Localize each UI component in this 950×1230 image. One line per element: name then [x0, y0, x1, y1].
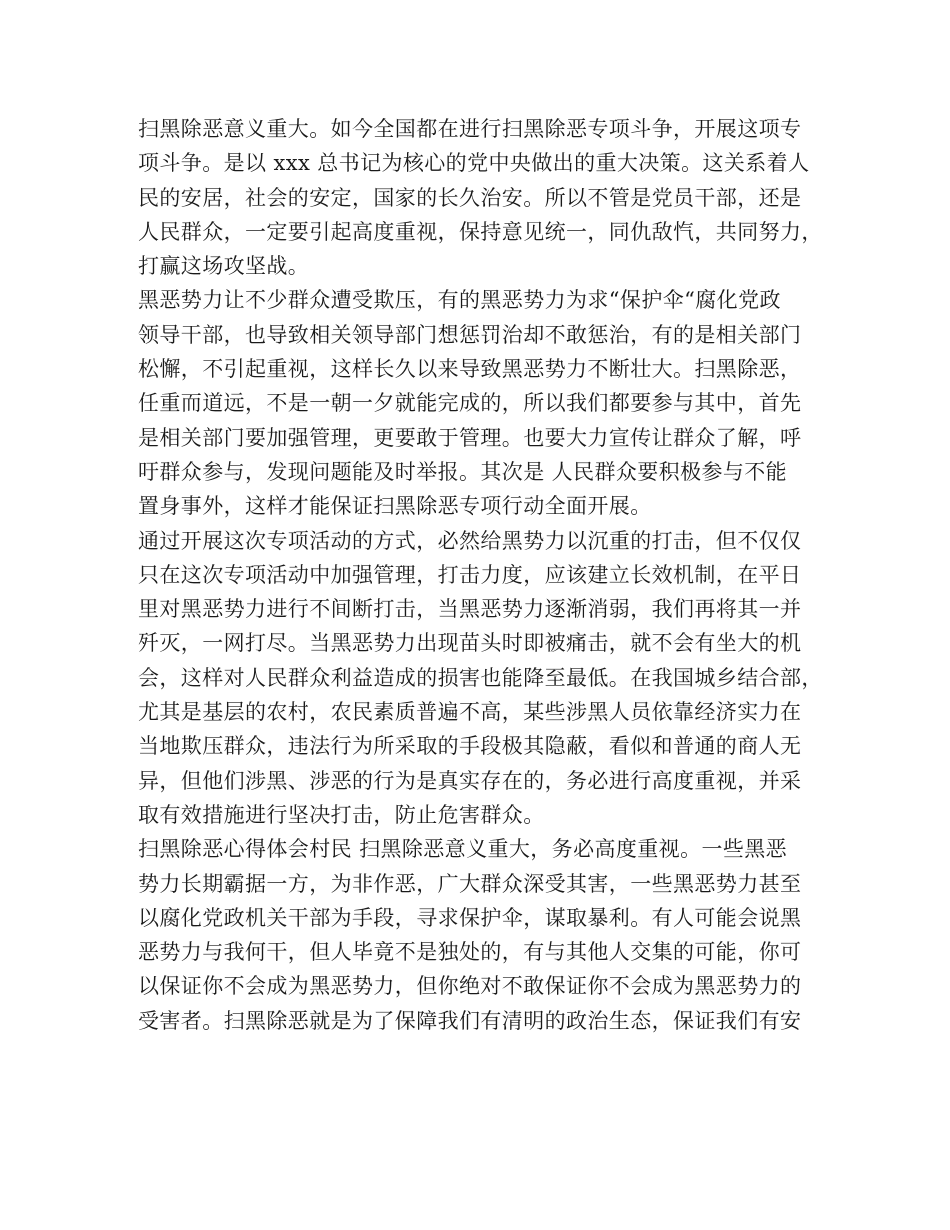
paragraph-3: [138, 524, 828, 833]
paragraph-2: [138, 283, 828, 523]
text-line: 松懈，不引起重视，这样长久以来导致黑恶势力不断壮大。扫黑除恶，: [138, 357, 802, 382]
text-line: 会，这样对人民群众利益造成的损害也能降至最低。在我国城乡结合部，: [138, 665, 823, 690]
text-line: 尤其是基层的农村，农民素质普遍不高，某些涉黑人员依靠经济实力在: [138, 700, 802, 725]
text-line: 异，但他们涉黑、涉恶的行为是真实存在的，务必进行高度重视，并采: [138, 768, 802, 793]
text-line: 只在这次专项活动中加强管理，打击力度，应该建立长效机制，在平日: [138, 562, 802, 587]
text-line: 扫黑除恶心得体会村民 扫黑除恶意义重大，务必高度重视。一些黑恶: [138, 837, 788, 862]
text-line: 置身事外，这样才能保证扫黑除恶专项行动全面开展。: [138, 494, 652, 519]
text-line: 项斗争。是以 xxx 总书记为核心的党中央做出的重大决策。这关系着人: [138, 151, 810, 176]
text-line: 领导干部，也导致相关领导部门想惩罚治却不敢惩治，有的是相关部门: [138, 322, 802, 347]
text-line: 以腐化党政机关干部为手段，寻求保护伞，谋取暴利。有人可能会说黑: [138, 905, 802, 930]
text-line: 当地欺压群众，违法行为所采取的手段极其隐蔽，看似和普通的商人无: [138, 734, 802, 759]
text-line: 恶势力与我何干，但人毕竟不是独处的，有与其他人交集的可能，你可: [138, 940, 802, 965]
text-line: 任重而道远，不是一朝一夕就能完成的，所以我们都要参与其中，首先: [138, 391, 802, 416]
text-line: 人民群众，一定要引起高度重视，保持意见统一，同仇敌忾，共同努力，: [138, 219, 823, 244]
text-line: 取有效措施进行坚决打击，防止危害群众。: [138, 802, 545, 827]
text-line: 黑恶势力让不少群众遭受欺压，有的黑恶势力为求“保护伞“腐化党政: [138, 288, 781, 313]
text-line: 以保证你不会成为黑恶势力，但你绝对不敢保证你不会成为黑恶势力的: [138, 974, 802, 999]
document-body: [138, 112, 828, 1038]
text-line: 打赢这场攻坚战。: [138, 254, 310, 279]
text-line: 民的安居，社会的安定，国家的长久治安。所以不管是党员干部，还是: [138, 185, 802, 210]
text-line: 里对黑恶势力进行不间断打击，当黑恶势力逐渐消弱，我们再将其一并: [138, 597, 802, 622]
paragraph-1: [138, 112, 828, 283]
text-line: 受害者。扫黑除恶就是为了保障我们有清明的政治生态，保证我们有安: [138, 1008, 802, 1033]
text-line: 通过开展这次专项活动的方式，必然给黑势力以沉重的打击，但不仅仅: [138, 528, 802, 553]
text-line: 是相关部门要加强管理，更要敢于管理。也要大力宣传让群众了解，呼: [138, 425, 802, 450]
text-line: 歼灭，一网打尽。当黑恶势力出现苗头时即被痛击，就不会有坐大的机: [138, 631, 802, 656]
text-line: 吁群众参与，发现问题能及时举报。其次是 人民群众要积极参与不能: [138, 459, 788, 484]
text-line: 扫黑除恶意义重大。如今全国都在进行扫黑除恶专项斗争，开展这项专: [138, 117, 802, 141]
paragraph-4: [138, 832, 828, 1038]
text-line: 势力长期霸据一方，为非作恶，广大群众深受其害，一些黑恶势力甚至: [138, 871, 802, 896]
